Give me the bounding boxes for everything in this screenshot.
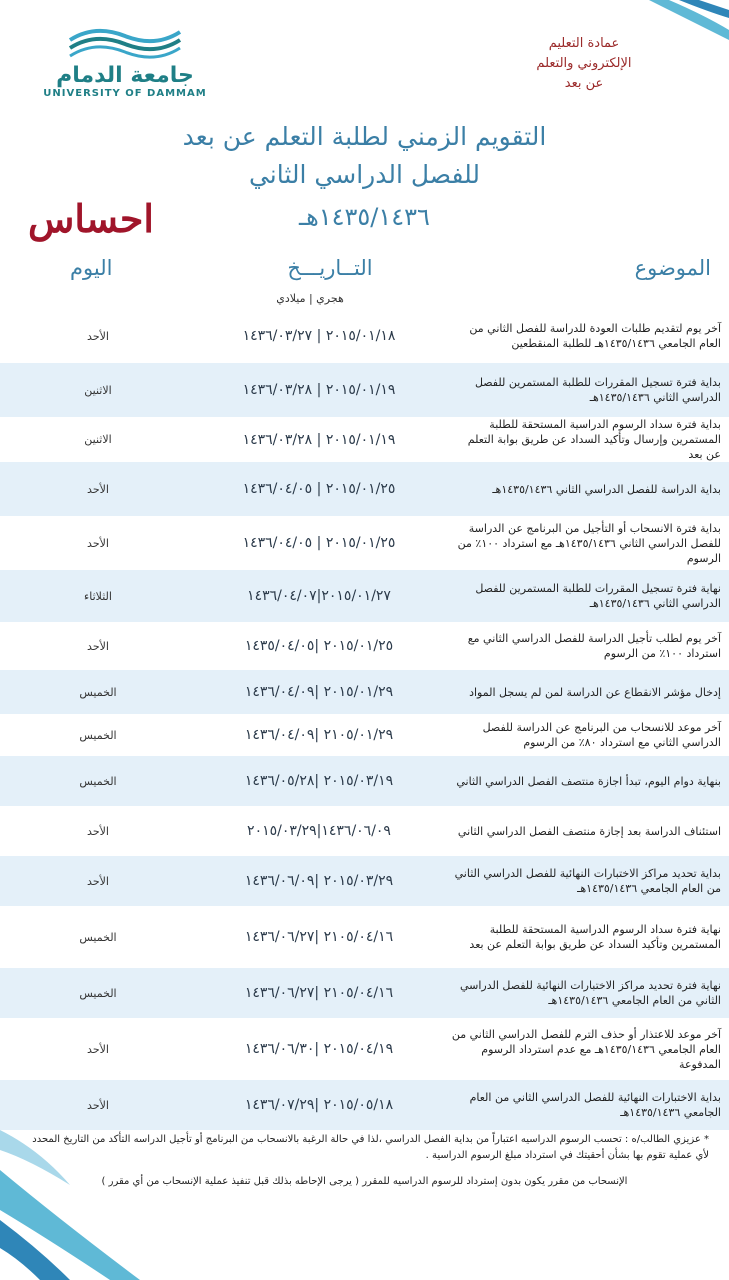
table-row <box>0 670 729 714</box>
row-date: ٢٠١٥/٠١/١٨ | ١٤٣٦/٠٣/٢٧ <box>242 328 396 344</box>
header-date-subtitle: هجري | ميلادي <box>276 292 344 305</box>
row-day: الخميس <box>79 930 117 944</box>
row-date: ٢٠١٥/٠١/٢٥ |١٤٣٥/٠٤/٠٥ <box>244 638 394 654</box>
footnotes <box>20 1132 709 1200</box>
table-row <box>0 309 729 363</box>
title-line-1: التقويم الزمني لطلبة التعلم عن بعد <box>182 122 547 151</box>
row-date: ٢٠١٥/٠٣/١٩ |١٤٣٦/٠٥/٢٨ <box>244 773 394 789</box>
row-topic: نهاية فترة تحديد مراكز الاختبارات النهائية للفصل الدراسي الثاني من العام الجامعي ١٤٣٥/١٤٣٦هـ <box>459 979 721 1007</box>
row-topic: بداية فترة الانسحاب أو التأجيل من البرنامج عن الدراسة للفصل الدراسي الثاني ١٤٣٥/١٤٣٦هـ مع استرداد ١٠٠٪ من الرسوم <box>457 521 721 565</box>
row-date: ٢٠١٥/٠١/٢٧|١٤٣٦/٠٤/٠٧ <box>247 588 391 604</box>
table-row <box>0 1018 729 1080</box>
table-row <box>0 806 729 856</box>
row-day: الأحد <box>87 874 109 888</box>
row-date: ٢٠١٥/٠٤/١٩ |١٤٣٦/٠٦/٣٠ <box>244 1041 394 1057</box>
university-logo <box>40 22 210 99</box>
row-day: الاثنين <box>84 433 112 446</box>
table-row <box>0 462 729 516</box>
deanship-line-2: الإلكتروني والتعلم <box>536 56 632 71</box>
row-topic: آخر يوم لطلب تأجيل الدراسة للفصل الدراسي الثاني مع استرداد ١٠٠٪ من الرسوم <box>467 632 721 660</box>
row-date: ٢١٠٥/٠٤/١٦ |١٤٣٦/٠٦/٢٧ <box>244 929 394 945</box>
row-topic: آخر موعد للانسحاب من البرنامج عن الدراسة للفصل الدراسي الثاني مع استرداد ٨٠٪ من الرسوم <box>482 721 721 749</box>
row-day: الأحد <box>87 824 109 838</box>
deanship-line-3: عن بعد <box>564 76 604 91</box>
title-line-2: للفصل الدراسي الثاني <box>248 160 481 189</box>
row-date: ٢٠١٥/٠١/٢٥ | ١٤٣٦/٠٤/٠٥ <box>242 535 396 551</box>
row-day: الأحد <box>87 1042 109 1056</box>
row-topic: نهاية فترة تسجيل المقررات للطلبة المستمرين للفصل الدراسي الثاني ١٤٣٥/١٤٣٦هـ <box>475 582 721 610</box>
header-date: التــاريـــخ <box>287 256 373 280</box>
row-topic: بداية فترة تسجيل المقررات للطلبة المستمرين للفصل الدراسي الثاني ١٤٣٥/١٤٣٦هـ <box>474 376 721 404</box>
table-row <box>0 1080 729 1130</box>
page-title <box>90 118 639 236</box>
row-date: ١٤٣٦/٠٦/٠٩|٢٠١٥/٠٣/٢٩ <box>247 823 391 839</box>
row-topic: بداية الدراسة للفصل الدراسي الثاني ١٤٣٥/١٤٣٦هـ <box>492 482 721 496</box>
row-day: الأحد <box>87 536 109 550</box>
university-name-ar: جامعة الدمام <box>56 63 194 88</box>
row-day: الخميس <box>79 986 117 1000</box>
table-row <box>0 622 729 670</box>
header-day: اليوم <box>70 256 113 280</box>
university-name-en: UNIVERSITY OF DAMMAM <box>43 88 207 99</box>
header-topic: الموضوع <box>634 256 711 280</box>
table-row <box>0 906 729 968</box>
row-day: الخميس <box>79 774 117 788</box>
table-row <box>0 570 729 622</box>
row-topic: بنهاية دوام اليوم، تبدأ اجازة منتصف الفصل الدراسي الثاني <box>456 774 721 788</box>
row-topic: إدخال مؤشر الانقطاع عن الدراسة لمن لم يسجل المواد <box>469 685 721 699</box>
row-date: ٢٠١٥/٠٥/١٨ |١٤٣٦/٠٧/٢٩ <box>244 1097 394 1113</box>
row-day: الثلاثاء <box>84 589 112 603</box>
row-topic: بداية فترة سداد الرسوم الدراسية المستحقة للطلبة المستمرين وإرسال وتأكيد السداد عن طريق بوابة التعلم عن بعد <box>467 418 721 461</box>
overlay-watermark-text: احساس <box>28 196 154 241</box>
row-date: ٢١٠٥/٠١/٢٩ |١٤٣٦/٠٤/٠٩ <box>244 727 394 743</box>
row-topic: استئناف الدراسة بعد إجازة منتصف الفصل الدراسي الثاني <box>457 824 721 838</box>
table-row <box>0 417 729 462</box>
row-date: ٢٠١٥/٠١/١٩ | ١٤٣٦/٠٣/٢٨ <box>242 382 396 398</box>
table-row <box>0 968 729 1018</box>
row-date: ٢١٠٥/٠٤/١٦ |١٤٣٦/٠٦/٢٧ <box>244 985 394 1001</box>
table-row <box>0 516 729 570</box>
deanship-name <box>484 34 684 94</box>
row-day: الخميس <box>79 728 117 742</box>
row-date: ٢٠١٥/٠١/٢٩ |١٤٣٦/٠٤/٠٩ <box>244 684 394 700</box>
row-day: الخميس <box>79 685 117 699</box>
row-topic: آخر موعد للاعتذار أو حذف الترم للفصل الدراسي الثاني من العام الجامعي ١٤٣٥/١٤٣٦هـ مع عدم استرداد الرسوم المدفوعة <box>451 1027 721 1071</box>
table-row <box>0 363 729 417</box>
deanship-line-1: عمادة التعليم <box>548 36 620 51</box>
footnote-withdrawal: الإنسحاب من مقرر يكون بدون إسترداد للرسوم الدراسيه للمقرر ( يرجى الإحاطه بذلك قبل تنفيذ عملية الإنسحاب من أي مقرر ) <box>101 1176 628 1187</box>
row-day: الأحد <box>87 1098 109 1112</box>
row-topic: آخر يوم لتقديم طلبات العودة للدراسة للفصل الثاني من العام الجامعي ١٤٣٥/١٤٣٦هـ للطلبة المنقطعين <box>469 322 721 350</box>
academic-year: ١٤٣٥/١٤٣٦هـ <box>299 203 430 231</box>
row-topic: نهاية فترة سداد الرسوم الدراسية المستحقة للطلبة المستمرين وتأكيد السداد عن طريق بوابة التعلم عن بعد <box>469 923 721 951</box>
row-day: الاثنين <box>84 383 112 397</box>
row-topic: بداية تحديد مراكز الاختبارات النهائية للفصل الدراسي الثاني من العام الجامعي ١٤٣٥/١٤٣٦هـ <box>454 867 721 895</box>
row-topic: بداية الاختبارات النهائية للفصل الدراسي الثاني من العام الجامعي ١٤٣٥/١٤٣٦هـ <box>469 1091 721 1119</box>
waves-icon <box>65 22 185 62</box>
row-day: الأحد <box>87 639 109 653</box>
footnote-fees: * عزيزي الطالب/ه : تحسب الرسوم الدراسيه اعتباراً من بداية الفصل الدراسي ،لذا في حالة الرغبة بالانسحاب من البرنامج أو تأجيل الدراسه التأكد من التاريخ المحدد لأي عملية تقوم بها بشأن أحقيتك في استرداد مبلغ الرسوم الدراسية . <box>32 1134 709 1161</box>
calendar-table <box>0 309 729 1130</box>
table-headers <box>0 256 729 292</box>
row-day: الأحد <box>87 329 109 343</box>
row-day: الأحد <box>87 482 109 496</box>
row-date: ٢٠١٥/٠٣/٢٩ |١٤٣٦/٠٦/٠٩ <box>244 873 394 889</box>
table-row <box>0 714 729 756</box>
row-date: ٢٠١٥/٠١/١٩ | ١٤٣٦/٠٣/٢٨ <box>242 431 396 448</box>
row-date: ٢٠١٥/٠١/٢٥ | ١٤٣٦/٠٤/٠٥ <box>242 481 396 497</box>
table-row <box>0 756 729 806</box>
table-row <box>0 856 729 906</box>
